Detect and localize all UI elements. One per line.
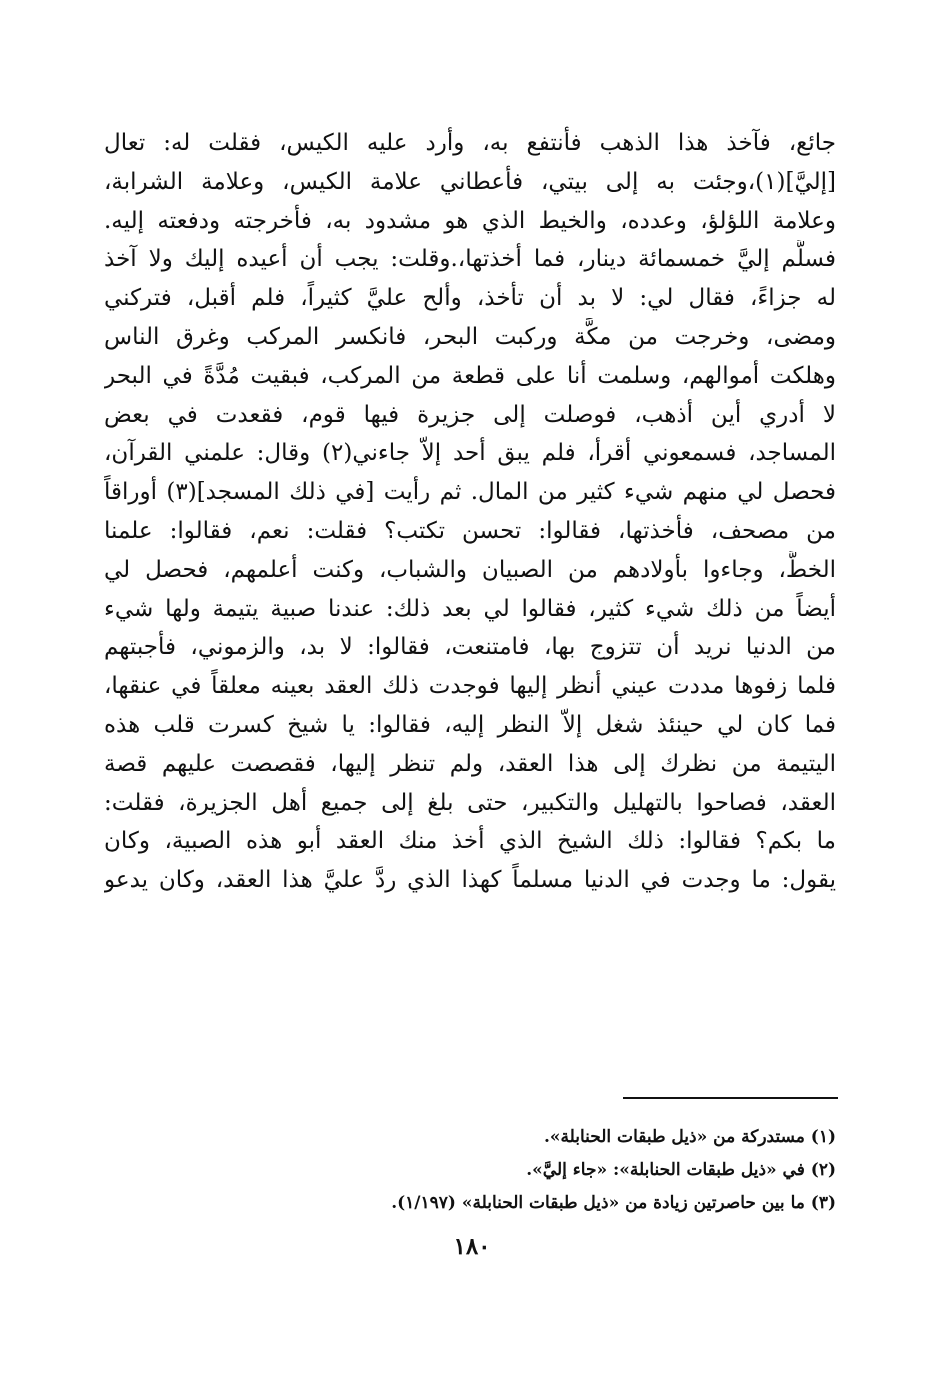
text-line-8: لا أدري أين أذهب، فوصلت إلى جزيرة فيها قوم، فقعدت في بعض xyxy=(104,401,836,428)
text-line-6: ومضى، وخرجت من مكَّة وركبت البحر، فانكسر المركب وغرق الناس xyxy=(104,323,836,350)
text-line-20: يقول: ما وجدت في الدنيا مسلماً كهذا الذي ردَّ عليَّ هذا العقد، وكان يدعو xyxy=(104,867,836,894)
main-text-block xyxy=(104,124,836,900)
text-line-5: له جزاءً، فقال لي: لا بد أن تأخذ، وألح عليَّ كثيراً، فلم أقبل، فتركني xyxy=(104,285,836,312)
text-line-9: المساجد، فسمعوني أقرأ، فلم يبق أحد إلاّ جاءني(٢) وقال: علمني القرآن، xyxy=(104,440,836,467)
text-line-17: اليتيمة من نظرك إلى هذا العقد، ولم تنظر إليها، فقصصت عليهم قصة xyxy=(104,750,836,777)
text-line-13: أيضاً من ذلك شيء كثير، فقالوا لي بعد ذلك: عندنا صبية يتيمة ولها شيء xyxy=(104,595,836,622)
text-line-10: فحصل لي منهم شيء كثير من المال. ثم رأيت [في ذلك المسجد](٣) أوراقاً xyxy=(104,479,836,506)
text-line-18: العقد، فصاحوا بالتهليل والتكبير، حتى بلغ إلى جميع أهل الجزيرة، فقلت: xyxy=(104,789,836,816)
text-line-11: من مصحف، فأخذتها، فقالوا: تحسن تكتب؟ فقلت: نعم، فقالوا: علمنا xyxy=(104,517,836,544)
page-number: ١٨٠ xyxy=(453,1233,491,1260)
footnotes-block xyxy=(300,1121,836,1220)
text-line-3: وعلامة اللؤلؤ، وعدده، والخيط الذي هو مشدود به، فأخرجته ودفعته إليه. xyxy=(104,207,836,234)
footnote-separator xyxy=(623,1097,838,1099)
text-line-12: الخطَّ، وجاءوا بأولادهم من الصبيان والشباب، وكنت أعلمهم، فحصل لي xyxy=(104,556,836,583)
footnote-1: (١) مستدركة من «ذيل طبقات الحنابلة». xyxy=(543,1127,836,1147)
text-line-2: [إليَّ](١)،وجئت به إلى بيتي، فأعطاني علامة الكيس، وعلامة الشرابة، xyxy=(104,168,836,195)
text-line-15: فلما زفوها مددت عيني أنظر إليها فوجدت ذلك العقد بعينه معلقاً في عنقها، xyxy=(104,673,836,700)
text-line-4: فسلَّم إليَّ خمسمائة دينار، فما أخذتها،.وقلت: يجب أن أعيده إليك ولا آخذ xyxy=(104,246,836,273)
text-line-1: جائع، فآخذ هذا الذهب فأنتفع به، وأرد عليه الكيس، فقلت له: تعال xyxy=(104,130,836,156)
footnote-2: (٢) في «ذيل طبقات الحنابلة»: «جاء إليَّ». xyxy=(526,1160,836,1180)
text-line-19: ما بكم؟ فقالوا: ذلك الشيخ الذي أخذ منك العقد أبو هذه الصبية، وكان xyxy=(104,828,836,855)
footnote-3: (٣) ما بين حاصرتين زيادة من «ذيل طبقات الحنابلة» (١/١٩٧). xyxy=(391,1193,836,1213)
text-line-16: فما كان لي حينئذ شغل إلاّ النظر إليه، فقالوا: يا شيخ كسرت قلب هذه xyxy=(104,711,836,738)
text-line-7: وهلكت أموالهم، وسلمت أنا على قطعة من المركب، فبقيت مُدَّةً في البحر xyxy=(104,362,836,389)
text-line-14: من الدنيا نريد أن تتزوج بها، فامتنعت، فقالوا: لا بد، والزموني، فأجبتهم xyxy=(104,634,836,661)
